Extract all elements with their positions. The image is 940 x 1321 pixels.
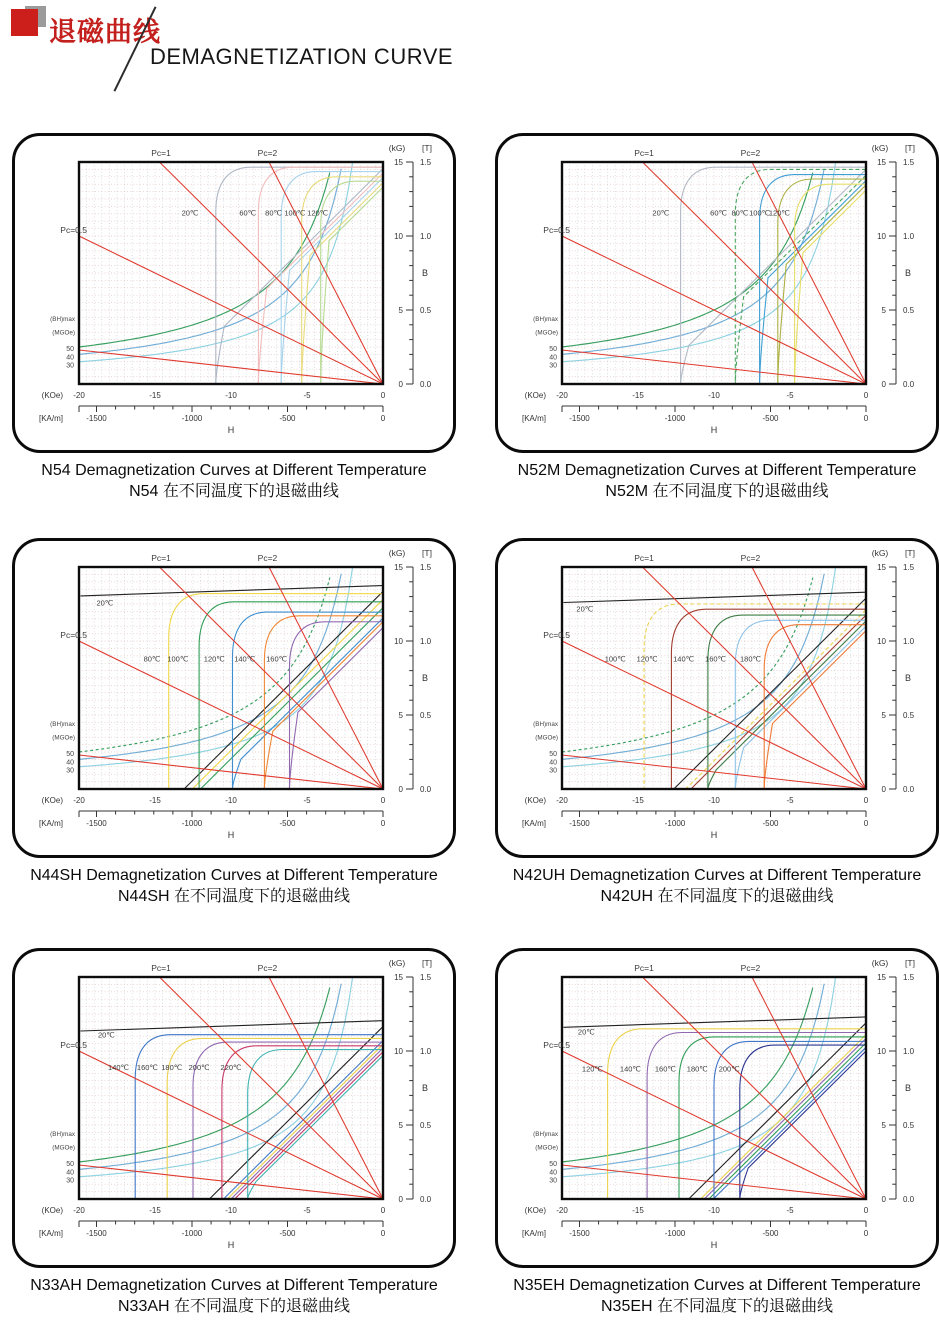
chart-panel-n33ah xyxy=(12,948,456,1268)
kg-tick-5: 5 xyxy=(398,1120,403,1130)
bhmax-label: (BH)max xyxy=(533,1131,558,1139)
header-red-square-icon xyxy=(11,9,38,36)
kam-tick-0: 0 xyxy=(380,414,386,423)
kg-tick-5: 5 xyxy=(398,710,403,720)
mgoe-label: (MGOe) xyxy=(52,734,75,742)
temp-label-80: 80℃ xyxy=(731,208,749,218)
chart-panel-n44sh xyxy=(12,538,456,858)
kam-axis-label: [KA/m] xyxy=(38,1229,63,1238)
bhmax-value-30: 30 xyxy=(66,1177,74,1185)
koe-tick--15: -15 xyxy=(632,391,644,400)
kg-tick-0: 0 xyxy=(398,379,403,389)
bhmax-value-30: 30 xyxy=(549,767,557,775)
pc1-label: Pc=1 xyxy=(634,148,654,158)
h-axis-label: H xyxy=(710,830,718,840)
bhmax-value-50: 50 xyxy=(549,1161,557,1169)
temp-label-120: 120℃ xyxy=(768,208,790,218)
t-tick-0.5: 0.5 xyxy=(903,305,915,315)
bhmax-label: (BH)max xyxy=(533,316,558,324)
temp-label-20: 20℃ xyxy=(181,208,199,218)
kam-tick--1000: -1000 xyxy=(181,819,203,828)
koe-tick--20: -20 xyxy=(73,1206,85,1215)
koe-tick--20: -20 xyxy=(556,796,568,805)
b-axis-label: B xyxy=(421,267,429,278)
pc2-label: Pc=2 xyxy=(740,148,761,158)
temp-label-160: 160℃ xyxy=(136,1063,158,1073)
kam-tick-0: 0 xyxy=(863,1229,869,1238)
t-tick-1.5: 1.5 xyxy=(420,562,432,572)
koe-axis-label: (KOe) xyxy=(41,391,63,400)
kg-tick-15: 15 xyxy=(394,562,403,572)
bhmax-value-40: 40 xyxy=(66,759,74,767)
kg-tick-10: 10 xyxy=(877,231,886,241)
t-tick-1.0: 1.0 xyxy=(903,1046,915,1056)
pc1-label: Pc=1 xyxy=(151,148,171,158)
pc2-label: Pc=2 xyxy=(740,963,761,973)
caption-en: N54 Demagnetization Curves at Different Temperature xyxy=(41,462,427,479)
kam-tick--500: -500 xyxy=(762,414,779,423)
bhmax-value-50: 50 xyxy=(66,1161,74,1169)
koe-tick--20: -20 xyxy=(73,796,85,805)
koe-tick--5: -5 xyxy=(786,391,794,400)
koe-tick--15: -15 xyxy=(149,796,161,805)
pc1-label: Pc=1 xyxy=(634,963,654,973)
kam-tick--1000: -1000 xyxy=(181,414,203,423)
t-unit-label: [T] xyxy=(422,143,432,153)
kg-tick-5: 5 xyxy=(881,710,886,720)
t-tick-1.5: 1.5 xyxy=(420,972,432,982)
bhmax-value-50: 50 xyxy=(66,751,74,759)
caption-n54 xyxy=(8,461,460,502)
t-tick-0.0: 0.0 xyxy=(420,379,432,389)
intrinsic-curve-140 xyxy=(264,616,383,789)
t-tick-0.5: 0.5 xyxy=(420,305,432,315)
intrinsic-curve-100 xyxy=(778,179,866,384)
koe-tick--5: -5 xyxy=(303,391,311,400)
grid xyxy=(79,977,383,1199)
kam-tick--500: -500 xyxy=(762,819,779,828)
bhmax-value-30: 30 xyxy=(549,1177,557,1185)
koe-tick--10: -10 xyxy=(225,391,237,400)
koe-tick--5: -5 xyxy=(786,1206,794,1215)
page-title-english: DEMAGNETIZATION CURVE xyxy=(150,44,454,69)
temp-label-100: 100℃ xyxy=(167,654,189,664)
koe-tick--20: -20 xyxy=(556,1206,568,1215)
pc2-label: Pc=2 xyxy=(257,148,278,158)
temp-label-20: 20℃ xyxy=(652,208,670,218)
h-axis-label: H xyxy=(710,1240,718,1250)
kg-tick-5: 5 xyxy=(881,1120,886,1130)
pc05-label: Pc=0.5 xyxy=(543,225,570,235)
temp-label-160: 160℃ xyxy=(266,654,288,664)
caption-cn: N54 在不同温度下的退磁曲线 xyxy=(129,483,339,500)
koe-tick--15: -15 xyxy=(632,796,644,805)
koe-tick--5: -5 xyxy=(303,796,311,805)
koe-tick-0: 0 xyxy=(380,796,386,805)
chart-panel-n54 xyxy=(12,133,456,453)
load-line-pc-2 xyxy=(752,567,866,789)
koe-tick-0: 0 xyxy=(380,391,386,400)
kg-tick-0: 0 xyxy=(398,1194,403,1204)
kam-tick--500: -500 xyxy=(279,414,296,423)
koe-tick--10: -10 xyxy=(708,796,720,805)
kam-tick--1000: -1000 xyxy=(664,414,686,423)
caption-en: N33AH Demagnetization Curves at Different Temperature xyxy=(30,1277,438,1294)
t-tick-1.0: 1.0 xyxy=(903,231,915,241)
bhmax-label: (BH)max xyxy=(533,721,558,729)
temp-label-60: 60℃ xyxy=(710,208,727,218)
pc2-label: Pc=2 xyxy=(257,553,278,563)
kg-tick-15: 15 xyxy=(394,157,403,167)
kg-tick-5: 5 xyxy=(398,305,403,315)
temp-label-220: 220℃ xyxy=(220,1063,242,1073)
intrinsic-curve-200 xyxy=(740,1045,866,1199)
load-line-pc-1.02 xyxy=(159,162,383,384)
caption-en: N44SH Demagnetization Curves at Different Temperature xyxy=(30,867,438,884)
temp-label-180: 180℃ xyxy=(161,1063,183,1073)
bhmax-hyperbola-40 xyxy=(562,984,824,1170)
kam-tick--1500: -1500 xyxy=(569,414,590,423)
h-axis-label: H xyxy=(710,425,718,435)
koe-tick-0: 0 xyxy=(863,391,869,400)
kg-tick-10: 10 xyxy=(877,636,886,646)
mgoe-label: (MGOe) xyxy=(535,1144,558,1152)
bhmax-label: (BH)max xyxy=(50,721,75,729)
kam-tick--1500: -1500 xyxy=(569,1229,590,1238)
load-line-pc-1.02 xyxy=(642,567,866,789)
temp-label-100: 100℃ xyxy=(604,654,626,664)
kg-unit-label: (kG) xyxy=(388,958,406,968)
t-tick-1.0: 1.0 xyxy=(420,1046,432,1056)
caption-cn: N52M 在不同温度下的退磁曲线 xyxy=(605,483,829,500)
bhmax-value-40: 40 xyxy=(549,354,557,362)
koe-tick--10: -10 xyxy=(225,796,237,805)
t-unit-label: [T] xyxy=(905,143,915,153)
b-axis-label: B xyxy=(904,267,912,278)
koe-tick-0: 0 xyxy=(380,1206,386,1215)
temp-label-160: 160℃ xyxy=(705,654,726,664)
kam-tick-0: 0 xyxy=(863,819,869,828)
t-tick-0.5: 0.5 xyxy=(903,710,915,720)
temp-label-140: 140℃ xyxy=(234,654,256,664)
kam-tick--1000: -1000 xyxy=(181,1229,203,1238)
h-axis-label: H xyxy=(227,425,235,435)
koe-tick--10: -10 xyxy=(708,391,720,400)
load-line-pc-1.02 xyxy=(642,977,866,1199)
demag-chart-n54 xyxy=(15,136,453,450)
load-line-pc-2 xyxy=(269,567,383,789)
koe-tick--20: -20 xyxy=(556,391,568,400)
kam-tick--500: -500 xyxy=(279,819,296,828)
kam-tick--1500: -1500 xyxy=(569,819,590,828)
temp-label-140: 140℃ xyxy=(108,1063,129,1073)
koe-tick--5: -5 xyxy=(303,1206,311,1215)
kg-tick-10: 10 xyxy=(877,1046,886,1056)
caption-n35eh xyxy=(491,1276,940,1317)
t-tick-0.0: 0.0 xyxy=(420,1194,432,1204)
bhmax-label: (BH)max xyxy=(50,316,75,324)
temp-label-100: 100℃ xyxy=(284,208,306,218)
temp-label-60: 60℃ xyxy=(239,208,257,218)
demag-chart-n35eh xyxy=(498,951,936,1265)
intrinsic-curve-140 xyxy=(647,1033,866,1200)
koe-tick-0: 0 xyxy=(863,1206,869,1215)
bhmax-value-30: 30 xyxy=(66,767,74,775)
kam-tick--500: -500 xyxy=(762,1229,779,1238)
kam-tick--1000: -1000 xyxy=(664,819,686,828)
temp-label-140: 140℃ xyxy=(673,654,695,664)
load-line-pc-1.02 xyxy=(642,162,866,384)
temp-label-180: 180℃ xyxy=(686,1064,708,1074)
pc05-label: Pc=0.5 xyxy=(60,1040,87,1050)
load-line-pc-1.02 xyxy=(159,567,383,789)
t-tick-1.5: 1.5 xyxy=(903,157,915,167)
page-title-chinese: 退磁曲线 xyxy=(49,17,161,47)
koe-axis-label: (KOe) xyxy=(41,1206,63,1215)
t-unit-label: [T] xyxy=(422,958,432,968)
t-tick-0.5: 0.5 xyxy=(420,710,432,720)
b-axis-label: B xyxy=(421,1082,429,1093)
intrinsic-curve-160 xyxy=(679,1037,866,1199)
bhmax-value-40: 40 xyxy=(549,1169,557,1177)
pc05-label: Pc=0.5 xyxy=(543,1040,570,1050)
t-tick-0.5: 0.5 xyxy=(420,1120,432,1130)
caption-en: N52M Demagnetization Curves at Different Temperature xyxy=(517,462,917,479)
temp-label-20: 20℃ xyxy=(577,1027,595,1037)
pc1-label: Pc=1 xyxy=(634,553,654,563)
bhmax-label: (BH)max xyxy=(50,1131,75,1139)
bhmax-value-40: 40 xyxy=(66,354,74,362)
h-axis-label: H xyxy=(227,1240,235,1250)
kg-tick-10: 10 xyxy=(394,231,403,241)
t-tick-0.0: 0.0 xyxy=(903,784,915,794)
temp-label-120: 120℃ xyxy=(581,1064,603,1074)
b-axis-label: B xyxy=(421,672,429,683)
caption-en: N35EH Demagnetization Curves at Different Temperature xyxy=(513,1277,921,1294)
bhmax-value-50: 50 xyxy=(66,346,74,354)
temp-label-160: 160℃ xyxy=(654,1064,676,1074)
pc1-label: Pc=1 xyxy=(151,553,171,563)
b-axis-label: B xyxy=(904,1082,912,1093)
temp-label-180: 180℃ xyxy=(740,654,761,664)
pc05-label: Pc=0.5 xyxy=(60,225,87,235)
load-line-pc-2 xyxy=(269,162,383,384)
pc05-label: Pc=0.5 xyxy=(60,630,87,640)
kg-unit-label: (kG) xyxy=(388,143,406,153)
kam-axis-label: [KA/m] xyxy=(38,819,63,828)
temp-label-120: 120℃ xyxy=(636,654,658,664)
temp-label-80: 80℃ xyxy=(143,654,161,664)
koe-tick--20: -20 xyxy=(73,391,85,400)
kg-unit-label: (kG) xyxy=(388,548,406,558)
koe-tick-0: 0 xyxy=(863,796,869,805)
bhmax-value-50: 50 xyxy=(549,346,557,354)
chart-panel-n35eh xyxy=(495,948,939,1268)
normal-curve-140 xyxy=(264,622,383,789)
chart-panel-n42uh xyxy=(495,538,939,858)
normal-curve-220 xyxy=(248,1055,383,1199)
pc05-label: Pc=0.5 xyxy=(543,630,570,640)
kg-unit-label: (kG) xyxy=(871,143,889,153)
demag-chart-n52m xyxy=(498,136,936,450)
pc2-label: Pc=2 xyxy=(257,963,278,973)
kg-tick-0: 0 xyxy=(881,784,886,794)
caption-cn: N35EH 在不同温度下的退磁曲线 xyxy=(600,1298,834,1315)
t-tick-1.5: 1.5 xyxy=(420,157,432,167)
kg-tick-0: 0 xyxy=(398,784,403,794)
caption-n42uh xyxy=(491,866,940,907)
koe-axis-label: (KOe) xyxy=(524,1206,546,1215)
caption-n52m xyxy=(491,461,940,502)
kam-tick--1000: -1000 xyxy=(664,1229,686,1238)
t-tick-1.0: 1.0 xyxy=(903,636,915,646)
kg-tick-15: 15 xyxy=(877,972,886,982)
caption-en: N42UH Demagnetization Curves at Different Temperature xyxy=(512,867,922,884)
bhmax-value-40: 40 xyxy=(549,759,557,767)
koe-tick--15: -15 xyxy=(149,1206,161,1215)
temp-label-20: 20℃ xyxy=(96,598,114,608)
temp-label-120: 120℃ xyxy=(203,654,225,664)
temp-label-200: 200℃ xyxy=(188,1063,210,1073)
t-tick-0.0: 0.0 xyxy=(420,784,432,794)
kam-axis-label: [KA/m] xyxy=(38,414,63,423)
koe-axis-label: (KOe) xyxy=(41,796,63,805)
kg-tick-15: 15 xyxy=(877,157,886,167)
normal-curve-160 xyxy=(290,628,384,789)
grid xyxy=(562,567,866,789)
temp-label-140: 140℃ xyxy=(619,1064,641,1074)
t-tick-1.0: 1.0 xyxy=(420,231,432,241)
koe-tick--15: -15 xyxy=(632,1206,644,1215)
mgoe-label: (MGOe) xyxy=(535,329,558,337)
mgoe-label: (MGOe) xyxy=(52,1144,75,1152)
temp-label-80: 80℃ xyxy=(265,208,282,218)
caption-n44sh xyxy=(8,866,460,907)
temp-label-100: 100℃ xyxy=(749,208,771,218)
temp-label-120: 120℃ xyxy=(307,208,329,218)
koe-tick--10: -10 xyxy=(225,1206,237,1215)
t-tick-1.5: 1.5 xyxy=(903,972,915,982)
koe-axis-label: (KOe) xyxy=(524,391,546,400)
t-unit-label: [T] xyxy=(905,958,915,968)
mgoe-label: (MGOe) xyxy=(52,329,75,337)
kam-tick--1500: -1500 xyxy=(86,819,107,828)
h-axis-label: H xyxy=(227,830,235,840)
caption-n33ah xyxy=(8,1276,460,1317)
intrinsic-curve-20 xyxy=(564,592,867,602)
pc2-label: Pc=2 xyxy=(740,553,761,563)
kg-unit-label: (kG) xyxy=(871,958,889,968)
caption-cn: N33AH 在不同温度下的退磁曲线 xyxy=(117,1298,351,1315)
koe-tick--10: -10 xyxy=(708,1206,720,1215)
t-tick-0.0: 0.0 xyxy=(903,1194,915,1204)
bhmax-hyperbola-40 xyxy=(79,984,341,1170)
kam-axis-label: [KA/m] xyxy=(521,1229,546,1238)
kam-axis-label: [KA/m] xyxy=(521,819,546,828)
b-axis-label: B xyxy=(904,672,912,683)
mgoe-label: (MGOe) xyxy=(535,734,558,742)
kam-tick--1500: -1500 xyxy=(86,1229,107,1238)
kg-tick-5: 5 xyxy=(881,305,886,315)
demag-chart-n44sh xyxy=(15,541,453,855)
t-tick-1.0: 1.0 xyxy=(420,636,432,646)
kg-tick-15: 15 xyxy=(877,562,886,572)
kg-unit-label: (kG) xyxy=(871,548,889,558)
kg-tick-10: 10 xyxy=(394,1046,403,1056)
koe-tick--15: -15 xyxy=(149,391,161,400)
bhmax-value-40: 40 xyxy=(66,1169,74,1177)
grid xyxy=(79,162,383,384)
temp-label-20: 20℃ xyxy=(97,1030,115,1040)
t-tick-1.5: 1.5 xyxy=(903,562,915,572)
t-tick-0.5: 0.5 xyxy=(903,1120,915,1130)
koe-axis-label: (KOe) xyxy=(524,796,546,805)
bhmax-value-50: 50 xyxy=(549,751,557,759)
page-header xyxy=(0,0,940,110)
demag-chart-n42uh xyxy=(498,541,936,855)
grid xyxy=(562,162,866,384)
intrinsic-curve-20 xyxy=(681,167,866,384)
normal-curve-20 xyxy=(681,169,866,384)
load-line-pc-2 xyxy=(752,977,866,1199)
t-unit-label: [T] xyxy=(905,548,915,558)
caption-cn: N44SH 在不同温度下的退磁曲线 xyxy=(117,888,351,905)
kam-tick--500: -500 xyxy=(279,1229,296,1238)
kam-tick-0: 0 xyxy=(863,414,869,423)
plot-curves xyxy=(562,977,866,1199)
t-unit-label: [T] xyxy=(422,548,432,558)
demag-chart-n33ah xyxy=(15,951,453,1265)
t-tick-0.0: 0.0 xyxy=(903,379,915,389)
bhmax-value-30: 30 xyxy=(66,362,74,370)
kam-axis-label: [KA/m] xyxy=(521,414,546,423)
load-line-pc-2 xyxy=(752,162,866,384)
kam-tick-0: 0 xyxy=(380,819,386,828)
chart-panel-n52m xyxy=(495,133,939,453)
grid xyxy=(79,567,383,789)
koe-tick--5: -5 xyxy=(786,796,794,805)
pc1-label: Pc=1 xyxy=(151,963,171,973)
temp-label-200: 200℃ xyxy=(718,1064,740,1074)
temp-label-20: 20℃ xyxy=(576,604,594,614)
kam-tick-0: 0 xyxy=(380,1229,386,1238)
bhmax-value-30: 30 xyxy=(549,362,557,370)
kg-tick-0: 0 xyxy=(881,379,886,389)
kg-tick-10: 10 xyxy=(394,636,403,646)
kam-tick--1500: -1500 xyxy=(86,414,107,423)
kg-tick-15: 15 xyxy=(394,972,403,982)
caption-cn: N42UH 在不同温度下的退磁曲线 xyxy=(600,888,834,905)
kg-tick-0: 0 xyxy=(881,1194,886,1204)
load-line-pc-2 xyxy=(269,977,383,1199)
